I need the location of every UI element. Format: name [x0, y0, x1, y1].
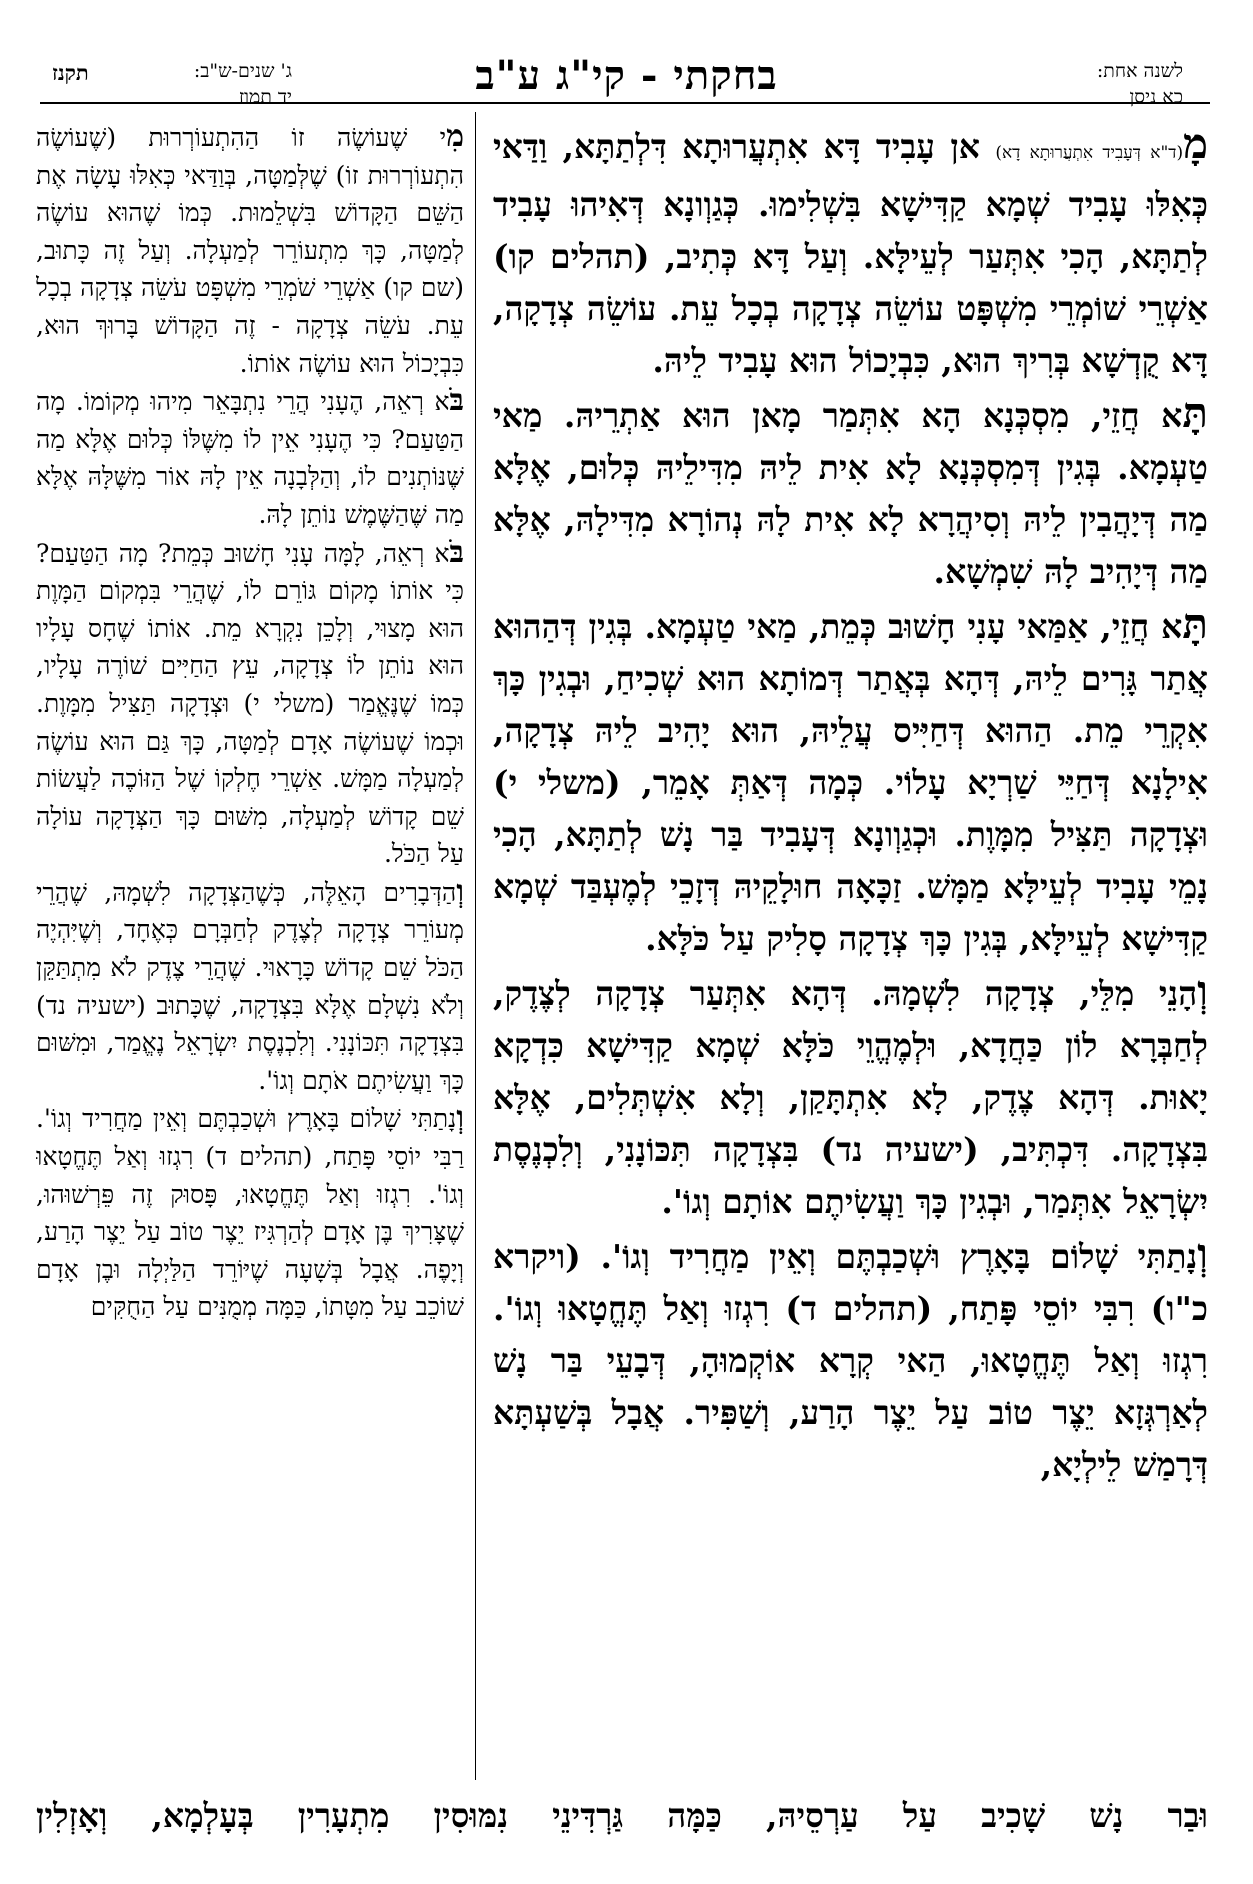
main-text-column: [493, 118, 1208, 1783]
column-divider: [475, 112, 476, 1780]
aramaic-paragraph: [493, 965, 1208, 1228]
paragraph-text: א חֲזֵי, מִסְכְּנָא הָא אִתְּמַר מָאן הוּא אַתְרֵיהּ. מַאי טַעְמָא. בְּגִין דְּמִסְכְּנָא לָא אִית לֵיהּ מִדִּילֵיהּ כְּלוּם, אֶלָּא מַה דְּיָהֲבִין לֵיהּ וְסִיהֲרָא לָא אִית לָהּ נְהוֹרָא מִדִּילָהּ, אֶלָּא מַה דְּיָהִיב לָהּ שִׁמְשָׁא.: [493, 396, 1208, 591]
main-text-continuation-line: וּבַר נָשׁ שָׁכִיב עַל עַרְסֵיהּ, כַּמָּה גַּרְדִּינֵי נִמּוּסִין מִתְעָרִין בְּעָלְמָא, וְאָזְלִין: [36, 1796, 1208, 1835]
hebrew-paragraph: [36, 1099, 464, 1326]
paragraph-text: א רְאֵה, לָמָּה עָנִי חָשׁוּב כְּמֵת? מָה הַטַּעַם? כִּי אוֹתוֹ מָקוֹם גּוֹרֵם לוֹ, שֶׁהֲרֵי בִּמְקוֹם הַמָּוֶת הוּא מָצוּי, וְלָכֵן נִקְרָא מֵת. אוֹתוֹ שֶׁחָס עָלָיו הוּא נוֹתֵן לוֹ צְדָקָה, עֵץ הַחַיִּים שׁוֹרֶה עָלָיו, כְּמוֹ שֶׁנֶּאֱמַר (משלי י) וּצְדָקָה תַּצִּיל מִמָּוֶת. וּכְמוֹ שֶׁעוֹשֶׂה אָדָם לְמַטָּה, כָּךְ גַּם הוּא עוֹשֶׂה לְמַעְלָה מַמָּשׁ. אַשְׁרֵי חֶלְקוֹ שֶׁל הַזּוֹכֶה לַעֲשׂוֹת שֵׁם קָדוֹשׁ לְמַעְלָה, מִשּׁוּם כָּךְ הַצְּדָקָה עוֹלָה עַל הַכֹּל.: [36, 538, 464, 869]
paragraph-opening-letter: וְ: [456, 1100, 464, 1136]
paragraph-opening-letter: תָּ: [1182, 599, 1208, 648]
hebrew-paragraph: [36, 534, 464, 873]
paragraph-opening-letter: תָּ: [1182, 388, 1208, 437]
aramaic-paragraph: [493, 387, 1208, 598]
schedule-label-three-years: ג' שנים-ש"ב:: [193, 60, 292, 82]
source-reference: (ד"א דְּעָבִיד אִתְעֲרוּתָא דָא): [995, 143, 1184, 163]
translation-column: [36, 118, 464, 1783]
paragraph-opening-letter: מִ: [446, 119, 464, 154]
header-divider: [40, 102, 1210, 104]
paragraph-text: נָתַתִּי שָׁלוֹם בָּאָרֶץ וּשְׁכַבְתֶּם וְאֵין מַחֲרִיד וְגוֹ'. רַבִּי יוֹסֵי פָּתַח, (תהלים ד) רִגְזוּ וְאַל תֶּחֱטָאוּ וְגוֹ'. רִגְזוּ וְאַל תֶּחֱטָאוּ, פָּסוּק זֶה פֵּרְשׁוּהוּ, שֶׁצָּרִיךְ בֶּן אָדָם לְהַרְגִּיז יֵצֶר טוֹב עַל יֵצֶר הָרַע, וְיָפֶה. אֲבָל בְּשָׁעָה שֶׁיּוֹרֵד הַלַּיְלָה וּבֶן אָדָם שׁוֹכֵב עַל מִטָּתוֹ, כַּמָּה מְמֻנִּים עַל הַחֻקִּים: [36, 1104, 464, 1322]
paragraph-text: נָתַתִּי שָׁלוֹם בָּאָרֶץ וּשְׁכַבְתֶּם וְאֵין מַחֲרִיד וְגוֹ'. (ויקרא כ"ו) רִבִּי יוֹסֵי פָּתַח, (תהלים ד) רִגְזוּ וְאַל תֶּחֱטָאוּ וְגוֹ'. רִגְזוּ וְאַל תֶּחֱטָאוּ, הַאי קְרָא אוֹקְמוּהָ, דְּבָעֵי בַּר נָשׁ לְאַרְגְּזָא יֵצֶר טוֹב עַל יֵצֶר הָרַע, וְשַׁפִּיר. אֲבָל בְּשַׁעְתָּא דְּרָמַשׁ לֵילְיָא,: [493, 1237, 1208, 1484]
schedule-date-three-years: יד תמוז: [238, 86, 292, 108]
page-title: בחקתי - קי"ג ע"ב: [475, 52, 778, 99]
paragraph-opening-letter: וְ: [456, 873, 464, 909]
hebrew-paragraph: [36, 873, 464, 1100]
page-number: תקנז: [52, 60, 89, 85]
page-header: [0, 0, 1253, 108]
paragraph-text: הַדְּבָרִים הָאֵלֶּה, כְּשֶׁהַצְּדָקָה לִשְׁמָהּ, שֶׁהֲרֵי מְעוֹרֵר צְדָקָה לְצֶדֶק לְחַבְּרָם כְּאֶחָד, וְשֶׁיִּהְיֶה הַכֹּל שֵׁם קָדוֹשׁ כָּרָאוּי. שֶׁהֲרֵי צֶדֶק לֹא מִתְתַּקֵּן וְלֹא נִשְׁלָם אֶלָּא בִּצְדָקָה, שֶׁכָּתוּב (ישעיה נד) בִּצְדָקָה תִּכּוֹנָנִי. וְלִכְנֶסֶת יִשְׂרָאֵל נֶאֱמַר, וּמִשּׁוּם כָּךְ וַעֲשִׂיתֶם אֹתָם וְגוֹ'.: [36, 877, 464, 1095]
paragraph-opening-letter: וְ: [1197, 966, 1208, 1015]
paragraph-opening-letter: מָ: [1183, 119, 1208, 168]
hebrew-paragraph: [36, 382, 464, 533]
paragraph-text: י שֶׁעוֹשֶׂה זוֹ הַהִתְעוֹרְרוּת (שֶׁעוֹשֶׂה הִתְעוֹרְרוּת זוֹ) שֶׁלְּמַטָּה, בְּוַדַּאי כְּאִלּוּ עָשָׂה אֶת הַשֵּׁם הַקָּדוֹשׁ בִּשְׁלֵמוּת. כְּמוֹ שֶׁהוּא עוֹשֶׂה לְמַטָּה, כָּךְ מִתְעוֹרֵר לְמַעְלָה. וְעַל זֶה כָּתוּב, (שם קו) אַשְׁרֵי שֹׁמְרֵי מִשְׁפָּט עֹשֵׂה צְדָקָה בְכָל עֵת. עֹשֵׂה צְדָקָה - זֶה הַקָּדוֹשׁ בָּרוּךְ הוּא, כִּבְיָכוֹל הוּא עוֹשֶׂה אוֹתוֹ.: [36, 123, 464, 378]
paragraph-text: הָנֵי מִלֵּי, צְדָקָה לִשְׁמָהּ. דְּהָא אִתְּעַר צְדָקָה לְצֶדֶק, לְחַבְּרָא לוֹן כַּחֲדָא, וּלְמֶהֱוֵי כֹּלָּא שְׁמָא קַדִּישָׁא כִּדְקָא יָאוּת. דְּהָא צֶדֶק, לָא אִתְתָּקַן, וְלָא אִשְׁתְּלִים, אֶלָּא בִּצְדָקָה. דִּכְתִּיב, (ישעיה נד) בִּצְדָקָה תִּכּוֹנָנִי, וְלִכְנֶסֶת יִשְׂרָאֵל אִתְּמַר, וּבְגִין כָּךְ וַעֲשִׂיתֶם אוֹתָם וְגוֹ'.: [493, 974, 1208, 1221]
aramaic-paragraph: [493, 118, 1208, 387]
paragraph-opening-letter: בֹּ: [449, 383, 464, 419]
paragraph-opening-letter: וְ: [1197, 1229, 1208, 1278]
schedule-label-one-year: לשנה אחת:: [1096, 60, 1183, 82]
paragraph-opening-letter: בֹּ: [449, 534, 464, 570]
aramaic-paragraph: [493, 598, 1208, 965]
paragraph-text: א רְאֵה, הֶעָנִי הֲרֵי נִתְבָּאֵר מִיהוּ מְקוֹמוֹ. מָה הַטַּעַם? כִּי הֶעָנִי אֵין לוֹ מִשֶּׁלּוֹ כְּלוּם אֶלָּא מַה שֶּׁנּוֹתְנִים לוֹ, וְהַלְּבָנָה אֵין לָהּ אוֹר מִשֶּׁלָּהּ אֶלָּא מַה שֶּׁהַשֶּׁמֶשׁ נוֹתֵן לָהּ.: [36, 387, 464, 529]
hebrew-paragraph: [36, 118, 464, 382]
paragraph-text: אן עָבִיד דָּא אִתְעֲרוּתָא דִּלְתַתָּא, וַדַּאי כְּאִלּוּ עָבִיד שְׁמָא קַדִּישָׁא בִּשְׁלִימוּ. כְּגַוְונָא דְּאִיהוּ עָבִיד לְתַתָּא, הָכִי אִתְּעַר לְעֵילָּא. וְעַל דָּא כְּתִיב, (תהלים קו) אַשְׁרֵי שׁוֹמְרֵי מִשְׁפָּט עוֹשֵׂה צְדָקָה בְכָל עֵת. עוֹשֵׂה צְדָקָה, דָּא קֻדְשָׁא בְּרִיךְ הוּא, כִּבְיָכוֹל הוּא עָבִיד לֵיהּ.: [493, 127, 1208, 380]
paragraph-text: א חֲזֵי, אַמַּאי עָנִי חָשׁוּב כְּמֵת, מַאי טַעְמָא. בְּגִין דְּהַהוּא אֲתַר גָּרִים לֵיהּ, דְּהָא בְּאֲתַר דְּמוֹתָא הוּא שְׁכִיחַ, וּבְגִין כָּךְ אִקְרֵי מֵת. הַהוּא דְּחַיִּיס עֲלֵיהּ, הוּא יָהִיב לֵיהּ צְדָקָה, אִילָנָא דְּחַיֵּי שַׁרְיָא עָלוֹי. כְּמָה דְּאַתְּ אָמֵר, (משלי י) וּצְדָקָה תַּצִּיל מִמָּוֶת. וּכְגַוְונָא דְּעָבִיד בַּר נָשׁ לְתַתָּא, הָכִי נָמֵי עָבִיד לְעֵילָּא מַמָּשׁ. זַכָּאָה חוּלָקֵיהּ דְּזָכֵי לְמֶעְבַּד שְׁמָא קַדִּישָׁא לְעֵילָּא, בְּגִין כָּךְ צְדָקָה סָלִיק עַל כֹּלָּא.: [493, 607, 1208, 958]
aramaic-paragraph: [493, 1228, 1208, 1491]
schedule-date-one-year: כא ניסן: [1129, 86, 1183, 108]
